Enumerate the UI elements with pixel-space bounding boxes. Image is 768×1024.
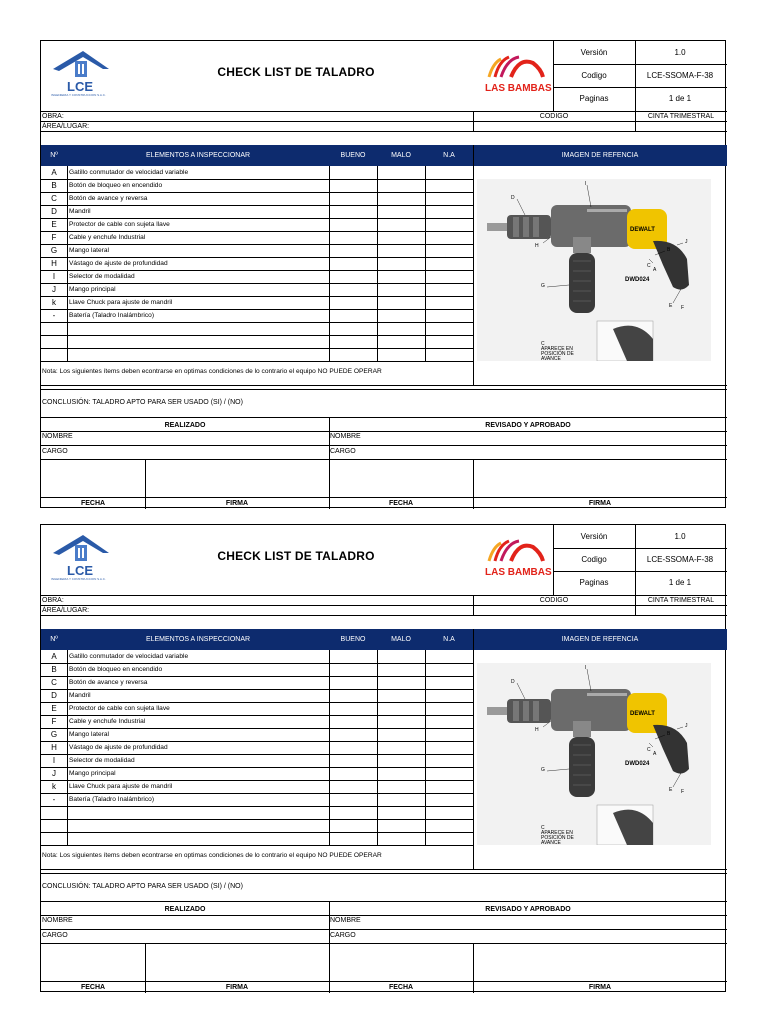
obra-label: OBRA:	[42, 597, 64, 604]
svg-text:J: J	[685, 239, 688, 245]
cargo-label-2: CARGO	[330, 448, 356, 455]
item-label: Mandril	[69, 692, 91, 699]
svg-text:B: B	[667, 731, 671, 737]
item-code: D	[51, 691, 57, 700]
item-label: Batería (Taladro Inalámbrico)	[69, 796, 155, 803]
svg-text:I: I	[585, 181, 587, 187]
item-code: k	[52, 298, 56, 307]
col-na: N.A	[443, 152, 455, 159]
svg-text:E: E	[669, 303, 673, 309]
item-label: Llave Chuck para ajuste de mandril	[69, 299, 173, 306]
lce-logo-icon	[49, 531, 113, 581]
item-code: E	[51, 704, 57, 713]
las-bambas-logo	[481, 51, 553, 99]
fecha-label-2: FECHA	[388, 984, 414, 991]
svg-text:F: F	[681, 789, 685, 795]
form-title: CHECK LIST DE TALADRO	[217, 65, 375, 79]
meta-paginas: Paginas 1 de 1	[579, 94, 692, 103]
caption-line: C	[541, 341, 545, 347]
item-label: Gatillo conmutador de velocidad variable	[69, 653, 189, 660]
item-code: A	[51, 652, 57, 661]
item-code: H	[51, 259, 57, 268]
col-num: Nº	[50, 152, 58, 159]
drill-illustration	[477, 179, 711, 361]
firma-label-1: FIRMA	[225, 500, 249, 507]
note-text: Nota: Los siguientes ítems deben econtrarse en optimas condiciones de lo contrario el equipo NO PUEDE OPERAR	[42, 852, 382, 859]
item-code: -	[52, 795, 56, 804]
svg-text:LAS BAMBAS: LAS BAMBAS	[485, 567, 552, 578]
svg-text:D: D	[511, 195, 515, 201]
drill-reference-image	[477, 663, 711, 845]
item-label: Vástago de ajuste de profundidad	[69, 260, 168, 267]
item-label: Mango principal	[69, 770, 116, 777]
svg-text:C: C	[647, 263, 651, 269]
item-code: -	[52, 311, 56, 320]
meta-codigo: Codigo LCE-SSOMA-F-38	[581, 71, 714, 80]
caption-line: AVANCE	[541, 356, 561, 361]
item-label: Botón de avance y reversa	[69, 679, 148, 686]
fecha-label-2: FECHA	[388, 500, 414, 507]
meta-version: Versión 1.0	[580, 532, 686, 541]
fecha-label-1: FECHA	[80, 500, 106, 507]
codigo-label: CODIGO	[539, 113, 569, 120]
svg-text:DEWALT: DEWALT	[630, 227, 655, 233]
item-code: C	[51, 194, 57, 203]
fecha-label-1: FECHA	[80, 984, 106, 991]
realizado-label: REALIZADO	[164, 906, 206, 913]
item-code: C	[51, 678, 57, 687]
item-code: D	[51, 207, 57, 216]
item-label: Protector de cable con sujeta llave	[69, 221, 170, 228]
caption-line: APARECE EN	[541, 346, 573, 352]
caption-line: APARECE EN	[541, 830, 573, 836]
item-code: F	[51, 717, 57, 726]
svg-text:DWD024: DWD024	[625, 277, 650, 283]
item-label: Mango principal	[69, 286, 116, 293]
item-code: J	[52, 769, 56, 778]
item-label: Botón de bloqueo en encendido	[69, 666, 163, 673]
las-bambas-logo-icon	[481, 51, 553, 99]
col-num: Nº	[50, 636, 58, 643]
item-code: k	[52, 782, 56, 791]
item-label: Gatillo conmutador de velocidad variable	[69, 169, 189, 176]
firma-label-2: FIRMA	[588, 984, 612, 991]
form-title: CHECK LIST DE TALADRO	[217, 549, 375, 563]
meta-paginas: Paginas 1 de 1	[579, 578, 692, 587]
nombre-label-2: NOMBRE	[330, 433, 361, 440]
meta-codigo: Codigo LCE-SSOMA-F-38	[581, 555, 714, 564]
firma-label-1: FIRMA	[225, 984, 249, 991]
firma-label-2: FIRMA	[588, 500, 612, 507]
item-label: Cable y enchufe Industrial	[69, 234, 146, 241]
svg-text:F: F	[681, 305, 685, 311]
col-elements: ELEMENTOS A INSPECCIONAR	[145, 636, 251, 643]
item-label: Llave Chuck para ajuste de mandril	[69, 783, 173, 790]
meta-version: Versión 1.0	[580, 48, 686, 57]
svg-text:DEWALT: DEWALT	[630, 711, 655, 717]
area-label: ÁREA/LUGAR:	[42, 123, 90, 130]
svg-text:C: C	[647, 747, 651, 753]
col-elements: ELEMENTOS A INSPECCIONAR	[145, 152, 251, 159]
svg-text:G: G	[541, 283, 545, 289]
checklist-form-2	[40, 524, 726, 992]
lce-logo-icon	[49, 47, 113, 97]
caption-line: AVANCE	[541, 840, 561, 845]
item-label: Vástago de ajuste de profundidad	[69, 744, 168, 751]
las-bambas-logo-icon	[481, 535, 553, 583]
item-code: G	[50, 730, 58, 739]
image-header: IMAGEN DE REFENCIA	[473, 145, 727, 166]
checklist-form-1	[40, 40, 726, 508]
nombre-label-1: NOMBRE	[42, 917, 73, 924]
las-bambas-logo	[481, 535, 553, 583]
conclusion-text: CONCLUSIÓN: TALADRO APTO PARA SER USADO (SI) / (NO)	[42, 399, 243, 406]
item-code: H	[51, 743, 57, 752]
item-label: Mango lateral	[69, 247, 109, 254]
svg-text:INGENIERIA Y CONSTRUCCION S.A.: INGENIERIA Y CONSTRUCCION S.A.C.	[51, 93, 106, 97]
area-label: ÁREA/LUGAR:	[42, 607, 90, 614]
item-code: G	[50, 246, 58, 255]
cargo-label-1: CARGO	[42, 448, 68, 455]
svg-text:J: J	[685, 723, 688, 729]
svg-text:E: E	[669, 787, 673, 793]
col-malo: MALO	[391, 152, 411, 159]
cinta-label: CINTA TRIMESTRAL	[647, 597, 715, 604]
svg-text:A: A	[653, 751, 657, 757]
item-label: Selector de modalidad	[69, 757, 135, 764]
item-label: Botón de bloqueo en encendido	[69, 182, 163, 189]
col-bueno: BUENO	[340, 152, 366, 159]
item-code: B	[51, 181, 57, 190]
image-header: IMAGEN DE REFENCIA	[473, 629, 727, 650]
revisado-label: REVISADO Y APROBADO	[485, 422, 571, 429]
svg-text:INGENIERIA Y CONSTRUCCION S.A.: INGENIERIA Y CONSTRUCCION S.A.C.	[51, 577, 106, 581]
item-label: Protector de cable con sujeta llave	[69, 705, 170, 712]
svg-text:I: I	[585, 665, 587, 671]
cargo-label-1: CARGO	[42, 932, 68, 939]
conclusion-text: CONCLUSIÓN: TALADRO APTO PARA SER USADO (SI) / (NO)	[42, 883, 243, 890]
item-label: Cable y enchufe Industrial	[69, 718, 146, 725]
item-label: Mango lateral	[69, 731, 109, 738]
caption-line: POSICIÓN DE	[541, 351, 574, 357]
caption-line: C	[541, 825, 545, 831]
item-code: I	[52, 756, 56, 765]
item-code: F	[51, 233, 57, 242]
svg-text:D: D	[511, 679, 515, 685]
col-bueno: BUENO	[340, 636, 366, 643]
svg-text:LCE: LCE	[67, 79, 93, 94]
svg-text:DWD024: DWD024	[625, 761, 650, 767]
caption-line: POSICIÓN DE	[541, 835, 574, 841]
col-na: N.A	[443, 636, 455, 643]
item-code: I	[52, 272, 56, 281]
note-text: Nota: Los siguientes ítems deben econtrarse en optimas condiciones de lo contrario el equipo NO PUEDE OPERAR	[42, 368, 382, 375]
svg-text:H: H	[535, 727, 539, 733]
drill-illustration	[477, 663, 711, 845]
nombre-label-1: NOMBRE	[42, 433, 73, 440]
nombre-label-2: NOMBRE	[330, 917, 361, 924]
codigo-label: CODIGO	[539, 597, 569, 604]
cargo-label-2: CARGO	[330, 932, 356, 939]
svg-text:A: A	[653, 267, 657, 273]
svg-text:B: B	[667, 247, 671, 253]
item-code: A	[51, 168, 57, 177]
cinta-label: CINTA TRIMESTRAL	[647, 113, 715, 120]
item-label: Botón de avance y reversa	[69, 195, 148, 202]
item-label: Mandril	[69, 208, 91, 215]
item-code: J	[52, 285, 56, 294]
svg-text:LAS BAMBAS: LAS BAMBAS	[485, 83, 552, 94]
revisado-label: REVISADO Y APROBADO	[485, 906, 571, 913]
lce-logo	[49, 47, 113, 97]
obra-label: OBRA:	[42, 113, 64, 120]
svg-text:H: H	[535, 243, 539, 249]
drill-reference-image	[477, 179, 711, 361]
svg-text:G: G	[541, 767, 545, 773]
svg-text:LCE: LCE	[67, 563, 93, 578]
col-malo: MALO	[391, 636, 411, 643]
item-label: Batería (Taladro Inalámbrico)	[69, 312, 155, 319]
lce-logo	[49, 531, 113, 581]
realizado-label: REALIZADO	[164, 422, 206, 429]
item-code: B	[51, 665, 57, 674]
item-code: E	[51, 220, 57, 229]
item-label: Selector de modalidad	[69, 273, 135, 280]
